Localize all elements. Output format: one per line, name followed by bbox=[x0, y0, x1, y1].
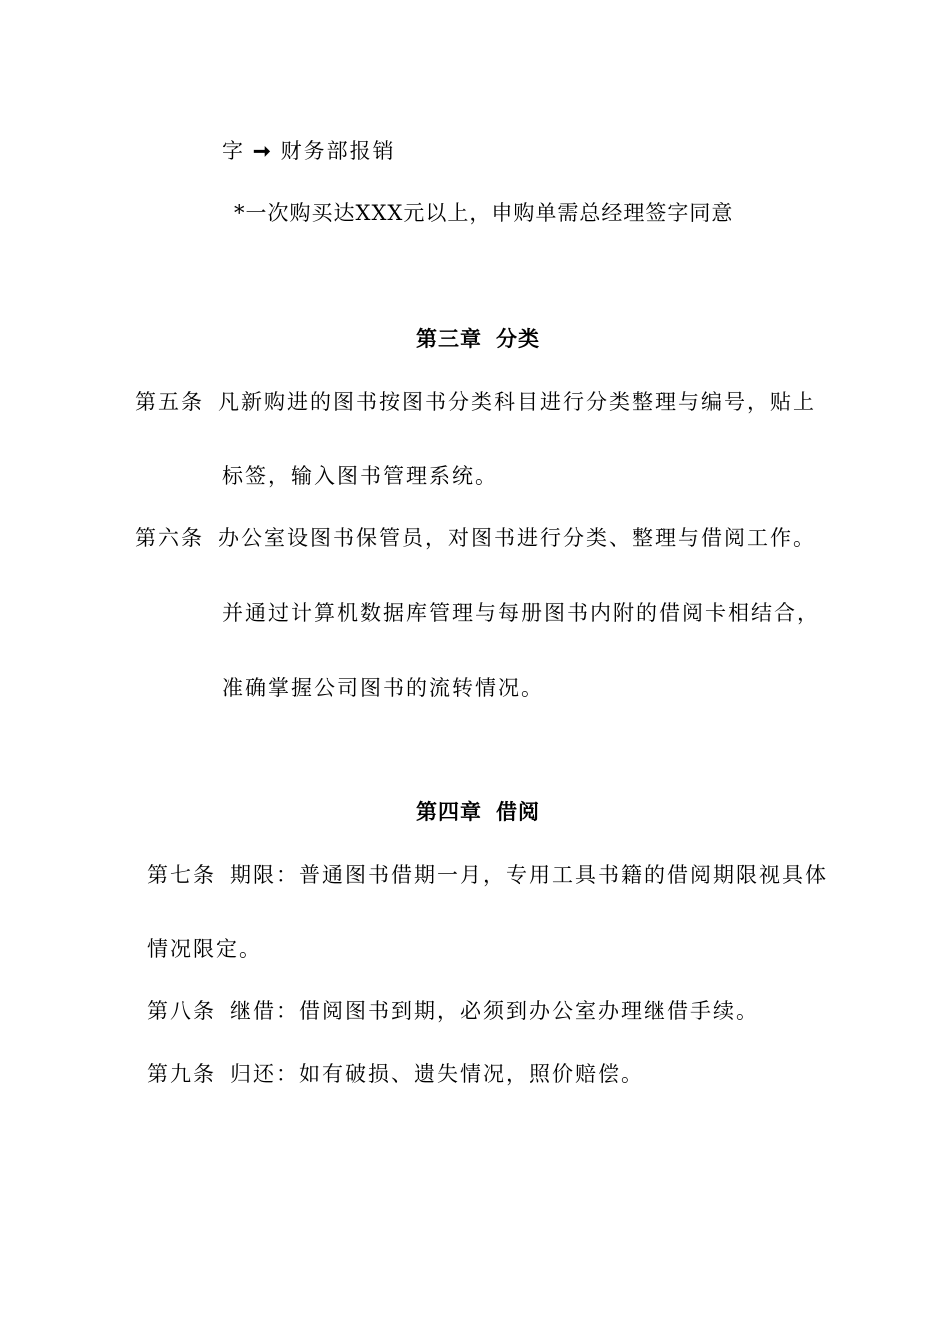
article-7-line-2: 情况限定。 bbox=[147, 937, 262, 961]
chapter-4-name: 借阅 bbox=[496, 799, 540, 824]
flow-prefix: 字 bbox=[222, 139, 245, 163]
article-5-line-1 bbox=[135, 390, 816, 414]
purchase-note: *一次购买达XXX元以上，申购单需总经理签字同意 bbox=[234, 201, 734, 225]
chapter-3-name: 分类 bbox=[496, 326, 540, 351]
article-9-text: 归还：如有破损、遗失情况，照价赔偿。 bbox=[230, 1062, 644, 1086]
article-7-text-1: 期限：普通图书借期一月，专用工具书籍的借阅期限视具体 bbox=[230, 863, 828, 887]
right-arrow-icon: ➞ bbox=[253, 138, 273, 163]
article-6-line-3: 准确掌握公司图书的流转情况。 bbox=[222, 676, 544, 700]
article-6-text-1: 办公室设图书保管员，对图书进行分类、整理与借阅工作。 bbox=[218, 526, 816, 550]
chapter-4-heading bbox=[416, 800, 540, 824]
flow-suffix: 财务部报销 bbox=[280, 139, 396, 163]
chapter-4-number: 第四章 bbox=[416, 799, 482, 824]
chapter-3-number: 第三章 bbox=[416, 326, 482, 351]
article-9-label: 第九条 bbox=[147, 1062, 216, 1086]
article-9 bbox=[147, 1062, 644, 1086]
article-5-line-2: 标签，输入图书管理系统。 bbox=[222, 464, 498, 488]
article-8-label: 第八条 bbox=[147, 999, 216, 1023]
article-8 bbox=[147, 999, 759, 1023]
article-5-label: 第五条 bbox=[135, 390, 204, 414]
article-7-line-1 bbox=[147, 863, 828, 887]
chapter-3-heading bbox=[416, 327, 540, 351]
article-6-line-1 bbox=[135, 526, 816, 550]
approval-flow-line bbox=[222, 139, 396, 163]
article-8-text: 继借：借阅图书到期，必须到办公室办理继借手续。 bbox=[230, 999, 759, 1023]
article-6-line-2: 并通过计算机数据库管理与每册图书内附的借阅卡相结合， bbox=[222, 601, 820, 625]
article-5-text-1: 凡新购进的图书按图书分类科目进行分类整理与编号，贴上 bbox=[218, 390, 816, 414]
article-7-label: 第七条 bbox=[147, 863, 216, 887]
article-6-label: 第六条 bbox=[135, 526, 204, 550]
